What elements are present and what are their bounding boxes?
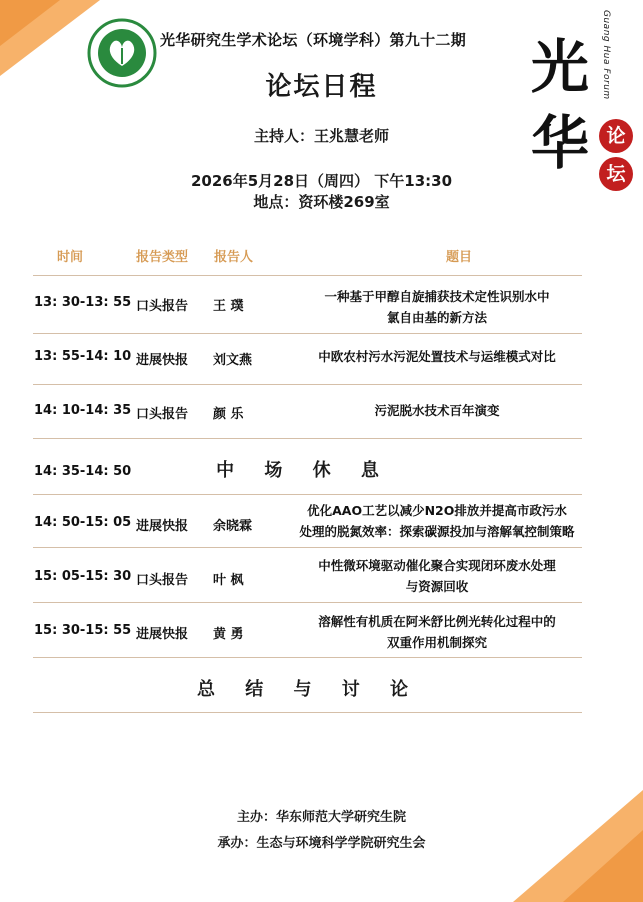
- row5-time: 15: 05-15: 30: [34, 569, 132, 584]
- divider: [33, 602, 582, 603]
- row5-topic: [292, 555, 582, 597]
- seal-lun: 论: [599, 119, 633, 153]
- row5-type: 口头报告: [136, 573, 189, 588]
- brand-english-text: Guang Hua Forum: [601, 10, 611, 100]
- divider: [33, 384, 582, 385]
- row5-topic-line1: 中性微环境驱动催化聚合实现闭环废水处理: [318, 558, 556, 573]
- row6-type: 进展快报: [136, 627, 189, 642]
- row6-speaker: 黄 勇: [213, 627, 244, 642]
- event-datetime: 2026年5月28日（周四） 下午13:30: [190, 172, 453, 190]
- closing-label: 总 结 与 讨 论: [196, 679, 421, 700]
- host-info: 主持人：王兆慧老师: [253, 127, 389, 145]
- row1-topic-line1: 一种基于甲醇自旋捕获技术定性识别水中: [324, 289, 550, 304]
- break-time: 14: 35-14: 50: [34, 464, 132, 479]
- row2-topic-line1: 中欧农村污水污泥处置技术与运维模式对比: [318, 349, 556, 364]
- row6-topic: [292, 611, 582, 653]
- row6-time: 15: 30-15: 55: [34, 623, 132, 638]
- row4-time: 14: 50-15: 05: [34, 515, 132, 530]
- seal-tan: 坛: [599, 157, 633, 191]
- header-time: 时间: [57, 250, 84, 265]
- row6-topic-line2: 双重作用机制探究: [386, 635, 487, 650]
- divider: [33, 712, 582, 713]
- row5-topic-line2: 与资源回收: [405, 579, 469, 594]
- organizer: 主办：华东师范大学研究生院: [236, 810, 406, 825]
- row2-speaker: 刘文燕: [213, 353, 253, 368]
- row6-topic-line1: 溶解性有机质在阿米舒比例光转化过程中的: [318, 614, 556, 629]
- header-speaker: 报告人: [214, 250, 254, 265]
- header-topic: 题目: [446, 250, 473, 265]
- divider: [33, 333, 582, 334]
- break-label: 中 场 休 息: [216, 460, 391, 481]
- row1-time: 13: 30-13: 55: [34, 295, 132, 310]
- row1-speaker: 王 璞: [213, 299, 244, 314]
- row4-topic-line2: 处理的脱氮效率：探索碳源投加与溶解氧控制策略: [299, 524, 575, 539]
- forum-series-title: 光华研究生学术论坛（环境学科）第九十二期: [160, 31, 467, 49]
- row4-topic: [282, 500, 592, 542]
- divider: [33, 275, 582, 276]
- row2-time: 13: 55-14: 10: [34, 349, 132, 364]
- row5-speaker: 叶 枫: [213, 573, 244, 588]
- row4-speaker: 余晓霖: [213, 519, 253, 534]
- row2-type: 进展快报: [136, 353, 189, 368]
- row1-topic: [292, 286, 582, 328]
- page-title: 论坛日程: [265, 72, 378, 102]
- row3-topic: [292, 400, 582, 421]
- row4-type: 进展快报: [136, 519, 189, 534]
- row2-topic: [292, 346, 582, 367]
- event-location: 地点：资环楼269室: [253, 193, 390, 211]
- co-organizer: 承办：生态与环境科学学院研究生会: [217, 836, 426, 851]
- divider: [33, 547, 582, 548]
- brand-char-guang: 光: [531, 33, 590, 101]
- brand-char-hua: 华: [531, 109, 590, 177]
- row3-type: 口头报告: [136, 407, 189, 422]
- row3-topic-line1: 污泥脱水技术百年演变: [374, 403, 500, 418]
- row1-type: 口头报告: [136, 299, 189, 314]
- header-type: 报告类型: [136, 250, 189, 265]
- row3-time: 14: 10-14: 35: [34, 403, 132, 418]
- divider: [33, 657, 582, 658]
- row1-topic-line2: 氯自由基的新方法: [386, 310, 487, 325]
- divider: [33, 438, 582, 439]
- divider: [33, 494, 582, 495]
- row3-speaker: 颜 乐: [213, 407, 244, 422]
- row4-topic-line1: 优化AAO工艺以减少N2O排放并提高市政污水: [307, 503, 567, 518]
